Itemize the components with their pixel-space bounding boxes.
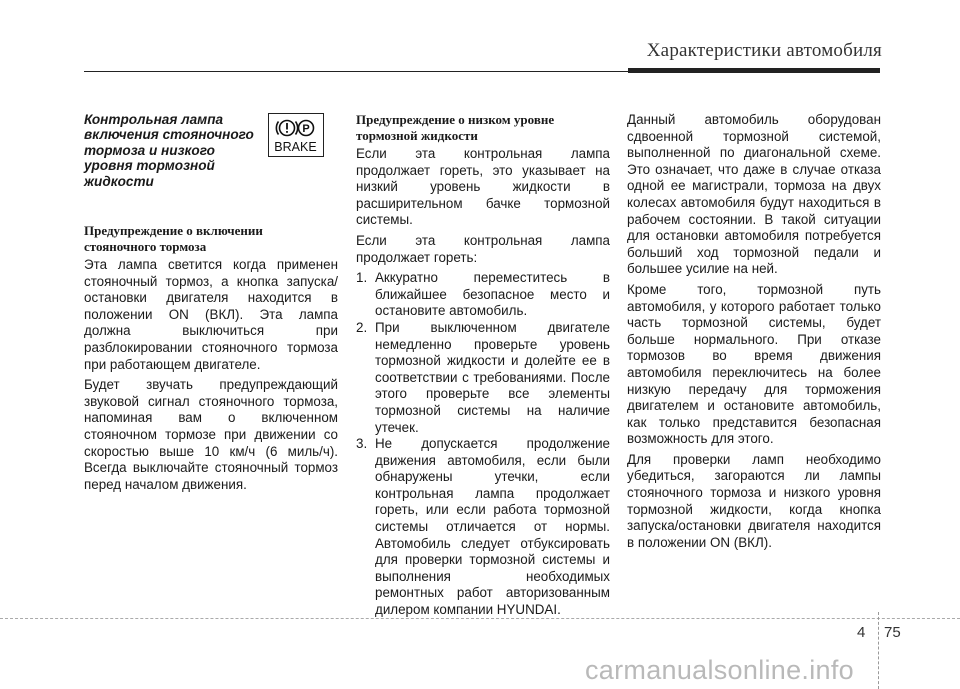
header-rule-accent <box>628 68 880 73</box>
page-divider <box>878 612 880 689</box>
watermark: carmanualsonline.info <box>585 655 854 685</box>
steps-list <box>356 270 610 618</box>
paragraph: Эта лампа светится когда применен стояночный тормоз, а кнопка запуска/остановки двигателя находится в положении ON (ВКЛ). Эта лампа должна выключиться при разблокировании стояночного тормоза при работающем двигателе. <box>84 257 338 372</box>
step-number: 1. <box>356 270 368 286</box>
paragraph: Если эта контрольная лампа продолжает гореть, это указывает на низкий уровень жидкости в расширительном бачке тормозной системы. <box>356 146 610 228</box>
paragraph: Если эта контрольная лампа продолжает гореть: <box>356 232 610 265</box>
low-fluid-heading: Предупреждение о низком уровне тормозной жидкости <box>356 112 555 143</box>
footer-rule <box>0 618 960 620</box>
step-text: При выключенном двигателе немедленно проверьте уровень тормозной жидкости и долейте ее в соответствии с требованиями. После этого проверьте все элементы тормозной системы на наличие утечек. <box>375 319 610 435</box>
list-item <box>356 270 610 320</box>
lamp-title-line: тормоза и низкого <box>84 142 215 158</box>
lamp-title-line: включения стояночного <box>84 127 254 143</box>
chapter-number: 4 <box>857 624 866 641</box>
column-left <box>84 112 338 497</box>
brake-label: BRAKE <box>274 140 317 154</box>
lamp-title-line: Контрольная лампа <box>84 112 224 127</box>
lamp-title-line: жидкости <box>84 173 154 189</box>
section-title: Характеристики автомобиля <box>646 40 882 61</box>
paragraph: Данный автомобиль оборудован сдвоенной тормозной системой, выполненной по диагональной схеме. Это означает, что даже в случае отказа одной ее магистрали, тормоза на двух колесах автомобиля будут находиться в рабочем состоянии. В такой ситуации для остановки автомобиля потребуется больший ход тормозной педали и большее усилие на ней. <box>627 112 881 277</box>
list-item <box>356 436 610 619</box>
lamp-title <box>84 112 256 189</box>
list-item <box>356 320 610 436</box>
parking-brake-heading: Предупреждение о включении стояночного тормоза <box>84 223 263 254</box>
paragraph: Будет звучать предупреждающий звуковой сигнал стояночного тормоза, напоминая вам о включенном стояночном тормозе при движении со скоростью выше 10 км/ч (6 миль/ч). Всегда выключайте стояночный тормоз перед началом движения. <box>84 377 338 492</box>
lamp-title-line: уровня тормозной <box>84 158 215 174</box>
column-middle <box>356 112 610 623</box>
header-rule <box>84 71 628 72</box>
page-number: 75 <box>884 624 901 641</box>
column-right <box>627 112 881 555</box>
step-text: Аккуратно переместитесь в ближайшее безопасное место и остановите автомобиль. <box>375 270 610 319</box>
step-number: 3. <box>356 436 368 452</box>
svg-text:P: P <box>302 123 310 135</box>
paragraph: Кроме того, тормозной путь автомобиля, у которого работает только часть тормозной системы, будет больше нормального. При отказе тормозов во время движения автомобиля переключитесь на более низкую передачу для торможения двигателем и остановите автомобиль, как только представится безопасная возможность для этого. <box>627 281 881 447</box>
step-number: 2. <box>356 319 368 335</box>
paragraph: Для проверки ламп необходимо убедиться, загораются ли лампы стояночного тормоза и низкого уровня тормозной жидкости, когда кнопка запуска/остановки двигателя находится в положении ON (ВКЛ). <box>627 451 881 550</box>
step-text: Не допускается продолжение движения автомобиля, если были обнаружены утечки, если контрольная лампа продолжает гореть, или если работа тормозной системы отличается от нормы. Автомобиль следует отбуксировать для проверки тормозной системы и выполнения необходимых ремонтных работ авторизованным дилером компании HYUNDAI. <box>375 436 610 618</box>
